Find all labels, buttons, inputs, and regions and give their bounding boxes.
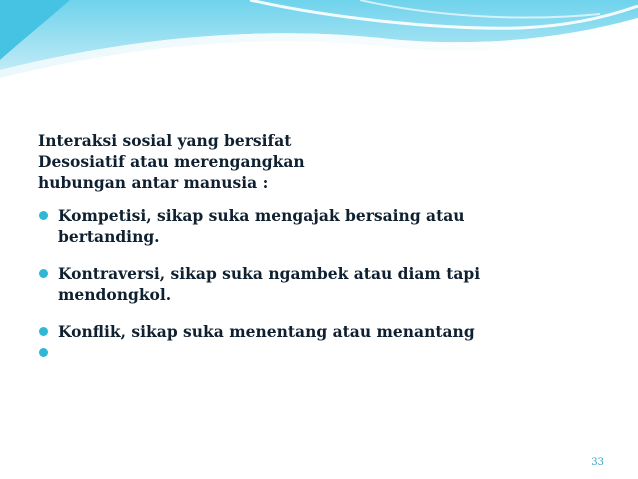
bullet-dot-icon <box>39 327 48 336</box>
bullet-text: mendongkol. <box>58 285 172 304</box>
intro-line: hubungan antar manusia : <box>38 173 269 192</box>
bullet-item-kontraversi <box>38 263 598 305</box>
bullet-text: Kontraversi, sikap suka ngambek atau diam tapi <box>58 264 481 283</box>
bullet-text: Kompetisi, sikap suka mengajak bersaing atau <box>58 206 465 225</box>
header-wave-decoration <box>0 0 638 80</box>
bullet-text: bertanding. <box>58 227 160 246</box>
intro-line: Desosiatif atau merengangkan <box>38 152 305 171</box>
bullet-dot-icon <box>39 211 48 220</box>
bullet-text <box>58 342 598 363</box>
page-number: 33 <box>591 457 604 468</box>
bullet-dot-icon <box>39 348 48 357</box>
intro-text <box>38 130 598 193</box>
bullet-item-empty <box>38 342 598 363</box>
bullet-dot-icon <box>39 269 48 278</box>
slide-content <box>38 130 598 363</box>
intro-line: Interaksi sosial yang bersifat <box>38 131 292 150</box>
bullet-item-konflik <box>38 321 598 342</box>
bullet-text: Konflik, sikap suka menentang atau menantang <box>58 322 475 341</box>
bullet-list <box>38 205 598 363</box>
bullet-item-kompetisi <box>38 205 598 247</box>
